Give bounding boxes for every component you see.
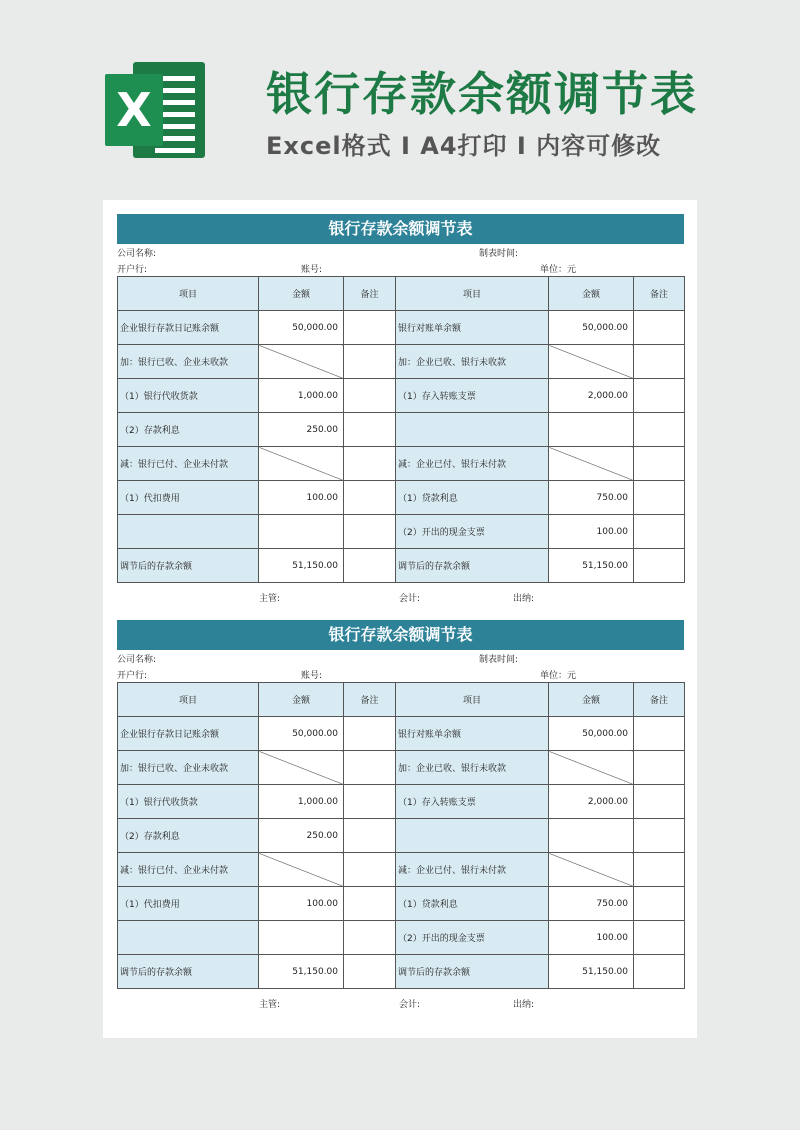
accountant-label: 会计: — [399, 1000, 421, 1010]
table-row — [118, 717, 685, 751]
left-remark-cell[interactable] — [344, 887, 396, 921]
left-item-cell[interactable]: （2）存款利息 — [118, 413, 259, 447]
right-amount-cell[interactable]: 51,150.00 — [549, 549, 634, 583]
left-item-cell[interactable]: 调节后的存款余额 — [118, 549, 259, 583]
right-remark-cell[interactable] — [634, 481, 685, 515]
right-amount-cell[interactable]: 100.00 — [549, 921, 634, 955]
table-header-row — [118, 277, 685, 311]
table-row — [118, 481, 685, 515]
left-item-cell[interactable]: （1）银行代收货款 — [118, 785, 259, 819]
excel-logo-letter: X — [105, 74, 163, 146]
left-amount-cell[interactable] — [259, 447, 344, 481]
right-remark-cell[interactable] — [634, 379, 685, 413]
right-item-cell[interactable]: （1）存入转账支票 — [396, 379, 549, 413]
right-amount-cell[interactable]: 51,150.00 — [549, 955, 634, 989]
header-cell-item: 项目 — [118, 277, 259, 311]
left-amount-cell[interactable] — [259, 853, 344, 887]
table-row — [118, 751, 685, 785]
left-remark-cell[interactable] — [344, 549, 396, 583]
right-amount-cell[interactable]: 750.00 — [549, 481, 634, 515]
header-cell-remark: 备注 — [344, 277, 396, 311]
left-remark-cell[interactable] — [344, 311, 396, 345]
left-remark-cell[interactable] — [344, 921, 396, 955]
meta-row-2 — [117, 666, 684, 682]
header-cell-item: 项目 — [396, 277, 549, 311]
left-amount-cell[interactable]: 1,000.00 — [259, 785, 344, 819]
right-amount-cell[interactable]: 2,000.00 — [549, 379, 634, 413]
left-remark-cell[interactable] — [344, 751, 396, 785]
header-cell-remark: 备注 — [344, 683, 396, 717]
left-amount-cell[interactable] — [259, 751, 344, 785]
left-amount-cell[interactable] — [259, 921, 344, 955]
left-item-cell[interactable] — [118, 921, 259, 955]
left-item-cell[interactable]: 减：银行已付、企业未付款 — [118, 447, 259, 481]
right-amount-cell[interactable] — [549, 345, 634, 379]
header-cell-amount: 金额 — [259, 277, 344, 311]
right-remark-cell[interactable] — [634, 515, 685, 549]
right-amount-cell[interactable] — [549, 751, 634, 785]
left-item-cell[interactable]: （2）存款利息 — [118, 819, 259, 853]
right-remark-cell[interactable] — [634, 887, 685, 921]
made-time-label: 制表时间: — [479, 655, 519, 665]
left-amount-cell[interactable] — [259, 515, 344, 549]
reconciliation-table — [117, 276, 685, 583]
right-amount-cell[interactable]: 50,000.00 — [549, 311, 634, 345]
left-amount-cell[interactable]: 100.00 — [259, 481, 344, 515]
left-item-cell[interactable]: 加：银行已收、企业未收款 — [118, 345, 259, 379]
meta-row-2 — [117, 260, 684, 276]
account-label: 账号: — [301, 265, 323, 275]
right-item-cell[interactable]: 减：企业已付、银行未付款 — [396, 853, 549, 887]
header-cell-amount: 金额 — [549, 683, 634, 717]
right-item-cell[interactable]: 调节后的存款余额 — [396, 549, 549, 583]
signature-row — [117, 989, 684, 1015]
header-cell-item: 项目 — [396, 683, 549, 717]
left-remark-cell[interactable] — [344, 345, 396, 379]
unit-label: 单位：元 — [540, 265, 577, 275]
right-remark-cell[interactable] — [634, 921, 685, 955]
right-item-cell[interactable]: （1）存入转账支票 — [396, 785, 549, 819]
right-amount-cell[interactable]: 100.00 — [549, 515, 634, 549]
left-item-cell[interactable]: 企业银行存款日记账余额 — [118, 717, 259, 751]
left-remark-cell[interactable] — [344, 481, 396, 515]
right-remark-cell[interactable] — [634, 549, 685, 583]
left-amount-cell[interactable]: 100.00 — [259, 887, 344, 921]
made-time-label: 制表时间: — [479, 249, 519, 259]
page-title: 银行存款余额调节表 — [266, 67, 698, 121]
right-remark-cell[interactable] — [634, 751, 685, 785]
company-name-label: 公司名称: — [117, 655, 157, 665]
right-item-cell[interactable] — [396, 413, 549, 447]
left-item-cell[interactable]: （1）代扣费用 — [118, 887, 259, 921]
header-cell-remark: 备注 — [634, 683, 685, 717]
page-subtitle: Excel格式 I A4打印 I 内容可修改 — [266, 132, 662, 160]
left-remark-cell[interactable] — [344, 379, 396, 413]
right-amount-cell[interactable] — [549, 447, 634, 481]
right-remark-cell[interactable] — [634, 717, 685, 751]
right-remark-cell[interactable] — [634, 853, 685, 887]
accountant-label: 会计: — [399, 594, 421, 604]
cashier-label: 出纳: — [513, 1000, 535, 1010]
right-item-cell[interactable]: 调节后的存款余额 — [396, 955, 549, 989]
table-row — [118, 955, 685, 989]
reconciliation-form-2 — [117, 620, 684, 1015]
left-remark-cell[interactable] — [344, 447, 396, 481]
table-row — [118, 379, 685, 413]
table-row — [118, 345, 685, 379]
header-cell-remark: 备注 — [634, 277, 685, 311]
document-sheet — [103, 200, 697, 1038]
right-amount-cell[interactable]: 750.00 — [549, 887, 634, 921]
right-amount-cell[interactable]: 50,000.00 — [549, 717, 634, 751]
left-item-cell[interactable]: 调节后的存款余额 — [118, 955, 259, 989]
left-remark-cell[interactable] — [344, 819, 396, 853]
left-remark-cell[interactable] — [344, 515, 396, 549]
left-remark-cell[interactable] — [344, 413, 396, 447]
bank-label: 开户行: — [117, 671, 148, 681]
meta-row-1 — [117, 244, 684, 260]
right-remark-cell[interactable] — [634, 447, 685, 481]
left-amount-cell[interactable]: 50,000.00 — [259, 717, 344, 751]
left-remark-cell[interactable] — [344, 853, 396, 887]
table-row — [118, 785, 685, 819]
right-item-cell[interactable]: （1）贷款利息 — [396, 481, 549, 515]
table-row — [118, 549, 685, 583]
right-item-cell[interactable]: （1）贷款利息 — [396, 887, 549, 921]
reconciliation-form-1 — [117, 214, 684, 609]
supervisor-label: 主管: — [259, 1000, 281, 1010]
left-amount-cell[interactable]: 50,000.00 — [259, 311, 344, 345]
table-header-row — [118, 683, 685, 717]
left-amount-cell[interactable] — [259, 345, 344, 379]
right-remark-cell[interactable] — [634, 345, 685, 379]
header-cell-amount: 金额 — [259, 683, 344, 717]
table-row — [118, 515, 685, 549]
form-title: 银行存款余额调节表 — [117, 620, 684, 650]
left-item-cell[interactable]: 企业银行存款日记账余额 — [118, 311, 259, 345]
left-remark-cell[interactable] — [344, 785, 396, 819]
excel-logo-icon — [105, 62, 205, 158]
unit-label: 单位：元 — [540, 671, 577, 681]
right-remark-cell[interactable] — [634, 311, 685, 345]
left-amount-cell[interactable]: 250.00 — [259, 819, 344, 853]
bank-label: 开户行: — [117, 265, 148, 275]
right-amount-cell[interactable] — [549, 853, 634, 887]
left-amount-cell[interactable]: 250.00 — [259, 413, 344, 447]
left-remark-cell[interactable] — [344, 955, 396, 989]
right-item-cell[interactable]: 银行对账单余额 — [396, 717, 549, 751]
left-item-cell[interactable]: 减：银行已付、企业未付款 — [118, 853, 259, 887]
left-item-cell[interactable]: （1）银行代收货款 — [118, 379, 259, 413]
left-amount-cell[interactable]: 51,150.00 — [259, 955, 344, 989]
signature-row — [117, 583, 684, 609]
right-remark-cell[interactable] — [634, 955, 685, 989]
table-row — [118, 311, 685, 345]
left-amount-cell[interactable]: 51,150.00 — [259, 549, 344, 583]
company-name-label: 公司名称: — [117, 249, 157, 259]
header-cell-item: 项目 — [118, 683, 259, 717]
left-item-cell[interactable]: 加：银行已收、企业未收款 — [118, 751, 259, 785]
right-item-cell[interactable]: 银行对账单余额 — [396, 311, 549, 345]
reconciliation-table — [117, 682, 685, 989]
right-remark-cell[interactable] — [634, 785, 685, 819]
right-item-cell[interactable]: （2）开出的现金支票 — [396, 921, 549, 955]
right-amount-cell[interactable]: 2,000.00 — [549, 785, 634, 819]
left-item-cell[interactable]: （1）代扣费用 — [118, 481, 259, 515]
meta-row-1 — [117, 650, 684, 666]
table-row — [118, 819, 685, 853]
right-item-cell[interactable]: 加：企业已收、银行未收款 — [396, 345, 549, 379]
right-item-cell[interactable]: 加：企业已收、银行未收款 — [396, 751, 549, 785]
left-item-cell[interactable] — [118, 515, 259, 549]
table-row — [118, 887, 685, 921]
table-row — [118, 853, 685, 887]
table-row — [118, 413, 685, 447]
right-remark-cell[interactable] — [634, 819, 685, 853]
header-cell-amount: 金额 — [549, 277, 634, 311]
table-row — [118, 921, 685, 955]
left-amount-cell[interactable]: 1,000.00 — [259, 379, 344, 413]
cashier-label: 出纳: — [513, 594, 535, 604]
right-item-cell[interactable]: （2）开出的现金支票 — [396, 515, 549, 549]
right-remark-cell[interactable] — [634, 413, 685, 447]
right-amount-cell[interactable] — [549, 819, 634, 853]
right-amount-cell[interactable] — [549, 413, 634, 447]
form-title: 银行存款余额调节表 — [117, 214, 684, 244]
right-item-cell[interactable] — [396, 819, 549, 853]
account-label: 账号: — [301, 671, 323, 681]
supervisor-label: 主管: — [259, 594, 281, 604]
right-item-cell[interactable]: 减：企业已付、银行未付款 — [396, 447, 549, 481]
left-remark-cell[interactable] — [344, 717, 396, 751]
table-row — [118, 447, 685, 481]
